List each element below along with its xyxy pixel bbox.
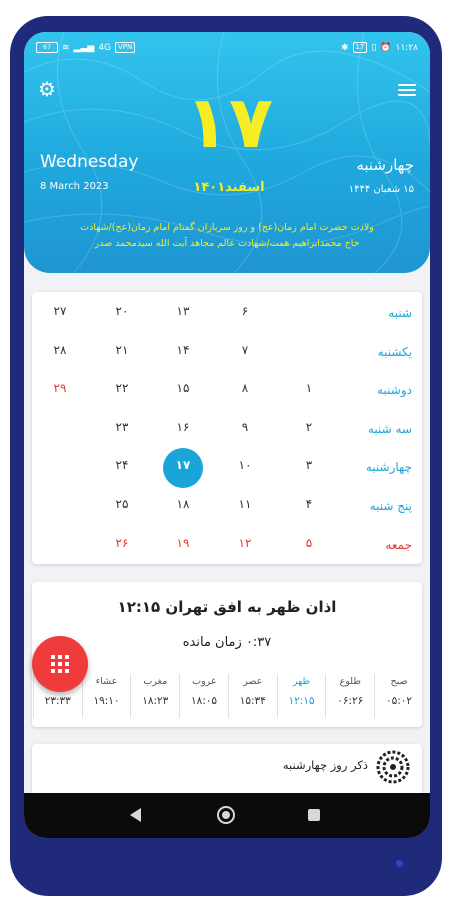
day-cell[interactable]: ۲۱ — [115, 342, 129, 357]
day-cell[interactable]: ۳ — [305, 458, 313, 473]
notification-badge: 17 — [353, 42, 368, 53]
calendar-row — [32, 489, 422, 527]
weekday-label: چهارشنبه — [365, 460, 412, 475]
day-cell[interactable]: ۱۸ — [176, 497, 190, 511]
calendar-row — [32, 450, 422, 488]
day-cell[interactable]: ۱۴ — [176, 342, 190, 357]
zekr-title: ذکر روز چهارشنبه — [282, 758, 368, 772]
recent-apps-icon[interactable] — [308, 809, 320, 821]
calendar-row — [32, 335, 422, 373]
prayer-time-value: ۰۶:۲۶ — [337, 695, 364, 707]
day-cell[interactable]: ۲۵ — [115, 497, 129, 511]
bluetooth-icon: ✱ — [340, 42, 349, 53]
day-cell[interactable]: ۷ — [241, 342, 249, 357]
prayer-time-label: ظهر — [292, 676, 311, 687]
day-cell[interactable]: ۱۰ — [238, 458, 252, 473]
day-cell[interactable]: ۱۲ — [238, 535, 252, 550]
status-bar — [24, 42, 430, 58]
weekday-label: شنبه — [388, 306, 412, 320]
phone-dot — [396, 860, 403, 867]
prayer-time-value: ۱۸:۲۳ — [142, 695, 169, 707]
grid-icon — [51, 655, 69, 673]
day-cell-today[interactable]: ۱۷ — [175, 458, 191, 473]
day-cell[interactable]: ۶ — [241, 304, 249, 318]
prayer-time-label: مغرب — [143, 676, 168, 687]
prayer-time-label: صبح — [390, 676, 408, 687]
day-cell[interactable]: ۲۷ — [53, 304, 67, 318]
prayer-time-column — [325, 674, 374, 718]
day-cell[interactable]: ۲۸ — [53, 342, 67, 357]
date-header — [24, 32, 430, 273]
vpn-icon: VPN — [115, 42, 135, 53]
weekday-label: یکشنبه — [377, 344, 412, 359]
day-cell[interactable]: ۲۹ — [53, 381, 67, 396]
wifi-icon: ≋ — [62, 42, 70, 53]
calendar-row — [32, 528, 422, 566]
weekday-label: جمعه — [385, 537, 412, 552]
calendar-row — [32, 373, 422, 411]
azan-title: اذان ظهر به افق تهران ۱۲:۱۵ — [117, 598, 337, 616]
day-cell[interactable]: ۱۳ — [176, 304, 190, 318]
day-cell[interactable]: ۱۱ — [238, 497, 252, 511]
prayer-time-column — [374, 674, 423, 718]
day-events — [44, 220, 410, 252]
calendar-row — [32, 412, 422, 450]
signal-icon: ▂▃▅ — [73, 42, 95, 53]
gear-icon[interactable]: ⚙ — [38, 77, 56, 101]
menu-icon[interactable] — [398, 84, 416, 96]
calendar-row — [32, 296, 422, 334]
day-cell[interactable]: ۱ — [305, 381, 313, 396]
prayer-time-value: ۲۳:۳۳ — [44, 695, 71, 707]
app-screen — [24, 32, 430, 838]
day-cell[interactable]: ۲۴ — [115, 458, 129, 473]
prayer-time-label: طلوع — [339, 676, 361, 687]
weekday-label: سه شنبه — [367, 421, 412, 436]
persian-weekday: چهارشنبه — [356, 156, 414, 174]
remaining-time: ۰:۳۷ زمان مانده — [182, 635, 272, 650]
day-cell[interactable]: ۱۶ — [176, 419, 190, 434]
network-label: 4G — [98, 42, 112, 53]
prayer-time-value: ۱۵:۳۴ — [239, 695, 266, 707]
battery-icon: 67 — [36, 42, 58, 53]
month-calendar — [32, 292, 422, 564]
events-line: ولادت حضرت امام زمان(عج) و روز سربازان گمنام امام زمان(عج)/شهادت — [80, 222, 374, 233]
prayer-time-label: عشاء — [95, 676, 118, 687]
day-cell[interactable]: ۲۲ — [115, 381, 129, 396]
alarm-icon: ⏰ — [380, 42, 392, 53]
day-cell[interactable]: ۲۰ — [115, 304, 129, 318]
prayer-times-row — [32, 674, 422, 718]
sim-icon: ▯ — [371, 42, 377, 53]
prayer-time-value: ۱۲:۱۵ — [288, 695, 315, 707]
day-cell[interactable]: ۱۹ — [176, 535, 190, 550]
prayer-times-card — [32, 582, 422, 727]
clock-time: ۱۱:۲۸ — [395, 42, 418, 53]
prayer-time-value: ۱۸:۰۵ — [190, 695, 218, 707]
prayer-time-column — [82, 674, 131, 718]
prayer-time-label: عصر — [243, 676, 263, 687]
prayer-time-column — [228, 674, 277, 718]
day-number: ۱۷ — [185, 80, 273, 164]
day-cell[interactable]: ۴ — [305, 497, 313, 511]
day-cell[interactable]: ۹ — [241, 419, 249, 434]
day-cell[interactable]: ۲۳ — [115, 419, 129, 434]
prayer-time-column — [277, 674, 326, 718]
hijri-date: ۱۵ شعبان ۱۴۴۴ — [348, 184, 414, 195]
gregorian-weekday: Wednesday — [40, 152, 139, 172]
day-cell[interactable]: ۲ — [305, 419, 313, 434]
day-cell[interactable]: ۵ — [305, 535, 313, 550]
home-icon[interactable] — [217, 806, 235, 824]
persian-month-year: اسفند۱۴۰۱ — [193, 180, 265, 195]
prayer-time-column — [179, 674, 228, 718]
prayer-time-column — [130, 674, 179, 718]
weekday-label: پنج شنبه — [369, 499, 412, 513]
day-cell[interactable]: ۸ — [241, 381, 249, 396]
prayer-time-value: ۱۹:۱۰ — [93, 695, 120, 707]
events-line: حاج محمدابراهیم همت/شهادت عالم مجاهد آیت الله سیدمحمد صدر — [94, 238, 360, 249]
gregorian-date: 8 March 2023 — [40, 181, 109, 192]
prayer-time-value: ۰۵:۰۲ — [385, 695, 413, 707]
back-icon[interactable] — [130, 808, 141, 822]
apps-fab-button[interactable] — [32, 636, 88, 692]
android-nav-bar — [24, 793, 430, 838]
tasbih-icon — [376, 750, 410, 784]
day-cell[interactable]: ۱۵ — [176, 381, 190, 396]
weekday-label: دوشنبه — [377, 383, 412, 398]
prayer-time-label: غروب — [192, 676, 216, 687]
day-cell[interactable]: ۲۶ — [115, 535, 129, 550]
